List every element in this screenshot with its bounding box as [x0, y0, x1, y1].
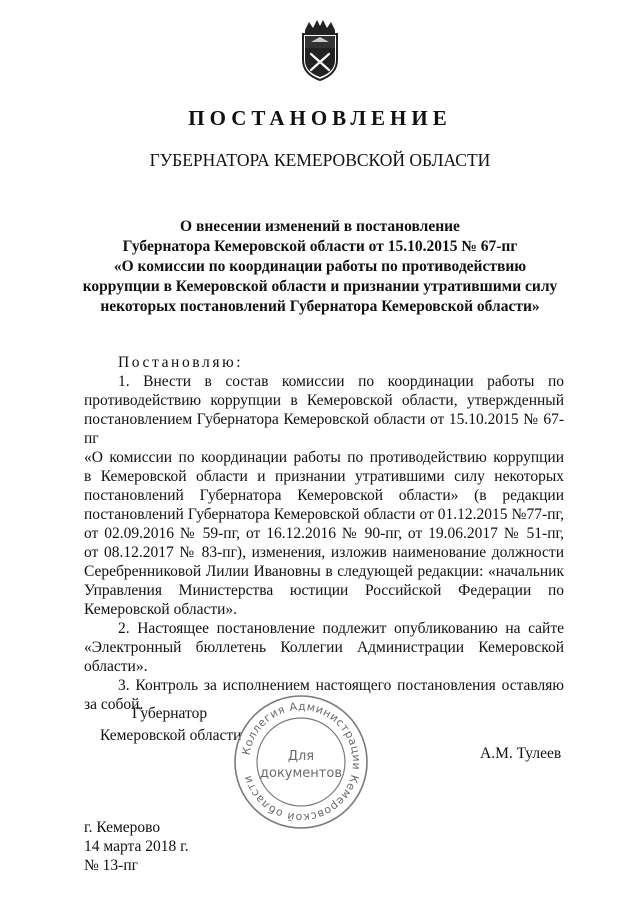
- paragraph-line: Управления Министерства юстиции Российской Федерации по: [84, 582, 564, 599]
- decree-title: [80, 217, 560, 317]
- title-line: О внесении изменений в постановление: [180, 218, 460, 235]
- paragraph-line: от 02.09.2016 № 59-пг, от 16.12.2016 № 90-пг, от 19.06.2017 № 51-пг,: [84, 525, 564, 542]
- title-line: коррупции в Кемеровской области и признании утратившими силу: [82, 278, 558, 295]
- paragraph-line: 2. Настоящее постановление подлежит опубликованию на сайте: [118, 620, 564, 637]
- title-line: Губернатора Кемеровской области от 15.10.2015 № 67-пг: [122, 238, 518, 255]
- document-footer: [84, 818, 189, 875]
- official-stamp: [231, 692, 371, 832]
- paragraph-2: [84, 619, 564, 676]
- decree-word: Постановляю:: [118, 354, 244, 371]
- issuer-name: ГУБЕРНАТОРА КЕМЕРОВСКОЙ ОБЛАСТИ: [149, 150, 491, 170]
- paragraph-line: постановлений Губернатора Кемеровской области» (в редакции: [84, 487, 564, 504]
- paragraph-1: [84, 372, 564, 619]
- signatory-position: [100, 703, 241, 747]
- title-line: «О комиссии по координации работы по противодействию: [113, 258, 527, 275]
- paragraph-line: за собой.: [84, 696, 144, 713]
- title-line: некоторых постановлений Губернатора Кемеровской области»: [100, 298, 540, 315]
- place: г. Кемерово: [84, 819, 161, 836]
- signatory-name: А.М. Тулеев: [480, 745, 562, 762]
- paragraph-line: «Электронный бюллетень Коллегии Администрации Кемеровской: [84, 639, 564, 656]
- paragraph-line: от 08.12.2017 № 83-пг), изменения, изложив наименование должности: [84, 544, 564, 561]
- paragraph-line: противодействию коррупции в Кемеровской области, утвержденный: [84, 392, 564, 409]
- paragraph-line: 3. Контроль за исполнением настоящего постановления оставляю: [118, 677, 564, 694]
- stamp-center-line: документов: [260, 766, 342, 781]
- stamp-ring-text: Коллегия Администрации Кемеровской области: [239, 699, 364, 825]
- paragraph-line: постановлений Губернатора Кемеровской области от 01.12.2015 №77-пг,: [84, 506, 564, 523]
- position-line: Губернатор: [132, 705, 208, 722]
- paragraph-line: постановлением Губернатора Кемеровской области от 15.10.2015 № 67-пг: [84, 411, 564, 447]
- paragraph-line: «О комиссии по координации работы по противодействию коррупции: [84, 449, 564, 466]
- paragraph-line: в Кемеровской области и признании утратившими силу некоторых: [84, 468, 564, 485]
- document-number: № 13-пг: [84, 857, 138, 874]
- coat-of-arms-emblem: [297, 18, 343, 82]
- position-line: Кемеровской области: [100, 727, 242, 744]
- stamp-center-line: Для: [287, 749, 315, 764]
- decree-body: [84, 353, 564, 714]
- date: 14 марта 2018 г.: [84, 838, 189, 855]
- paragraph-line: Серебренниковой Лилии Ивановны в следующей редакции: «начальник: [84, 563, 564, 580]
- paragraph-line: Кемеровской области».: [84, 601, 238, 618]
- document-type: ПОСТАНОВЛЕНИЕ: [188, 106, 452, 130]
- paragraph-line: области».: [84, 658, 148, 675]
- paragraph-line: 1. Внести в состав комиссии по координации работы по: [118, 373, 564, 390]
